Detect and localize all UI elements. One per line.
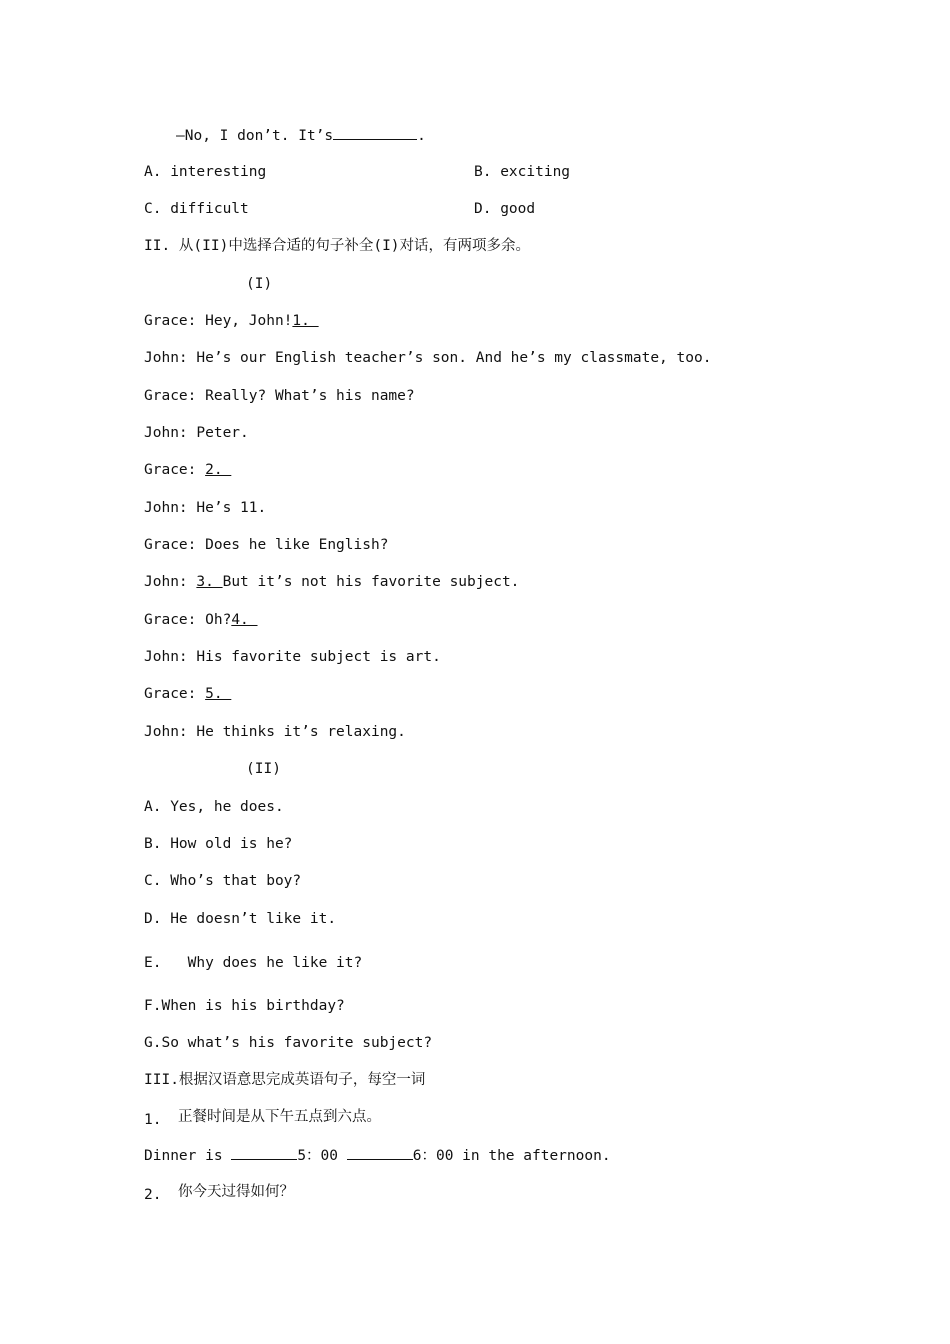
item-chinese: 你今天过得如何？ xyxy=(178,1184,294,1200)
blank-2[interactable]: 2. xyxy=(205,462,232,478)
answer-blank[interactable] xyxy=(333,125,417,140)
dialogue-line: John: Peter. xyxy=(144,425,249,441)
dialogue-line: Grace: Does he like English? xyxy=(144,537,389,553)
dialogue-line: John: His favorite subject is art. xyxy=(144,649,441,665)
dialogue-line: John: He’s 11. xyxy=(144,500,267,516)
dialogue-line: Grace: Hey, John!1. xyxy=(144,313,319,329)
option-c: C. difficult xyxy=(144,201,249,217)
dialogue-line: John: He thinks it’s relaxing. xyxy=(144,724,406,740)
choice-option: C. Who’s that boy? xyxy=(144,873,302,889)
answer-line xyxy=(176,125,426,146)
section2-heading: II. 从(II)中选择合适的句子补全(I)对话，有两项多余。 xyxy=(144,238,531,254)
blank-5[interactable]: 5. xyxy=(205,686,232,702)
dialogue-line: Grace: 2. xyxy=(144,462,232,478)
section3-heading: III.根据汉语意思完成英语句子，每空一词 xyxy=(144,1072,426,1088)
item-number: 1. xyxy=(144,1112,162,1128)
item-chinese: 正餐时间是从下午五点到六点。 xyxy=(178,1109,381,1125)
dialogue-line: Grace: 5. xyxy=(144,686,232,702)
fill-blank[interactable] xyxy=(231,1145,297,1160)
dialogue-line: Grace: Oh?4. xyxy=(144,612,258,628)
answer-prefix: —No, I don’t. It’s xyxy=(176,128,334,144)
choice-option: G.So what’s his favorite subject? xyxy=(144,1035,433,1051)
option-b: B. exciting xyxy=(474,164,571,180)
choice-option: D. He doesn’t like it. xyxy=(144,911,337,927)
option-d: D. good xyxy=(474,201,536,217)
answer-suffix: . xyxy=(417,128,426,144)
option-a: A. interesting xyxy=(144,164,267,180)
blank-3[interactable]: 3. xyxy=(196,574,223,590)
dialogue-line: Grace: Really? What’s his name? xyxy=(144,388,415,404)
part2-label: (II) xyxy=(246,761,281,777)
choice-option: E. Why does he like it? xyxy=(144,955,363,971)
dialogue-line: John: 3. But it’s not his favorite subject. xyxy=(144,574,520,590)
choice-option: F.When is his birthday? xyxy=(144,998,345,1014)
item-english: Dinner is 5：00 6：00 in the afternoon. xyxy=(144,1145,611,1166)
dialogue-line: John: He’s our English teacher’s son. And he’s my classmate, too. xyxy=(144,350,712,366)
fill-blank[interactable] xyxy=(347,1145,413,1160)
item-number: 2. xyxy=(144,1187,162,1203)
blank-1[interactable]: 1. xyxy=(292,313,319,329)
choice-option: B. How old is he? xyxy=(144,836,293,852)
blank-4[interactable]: 4. xyxy=(231,612,258,628)
choice-option: A. Yes, he does. xyxy=(144,799,284,815)
part1-label: (I) xyxy=(246,276,273,292)
